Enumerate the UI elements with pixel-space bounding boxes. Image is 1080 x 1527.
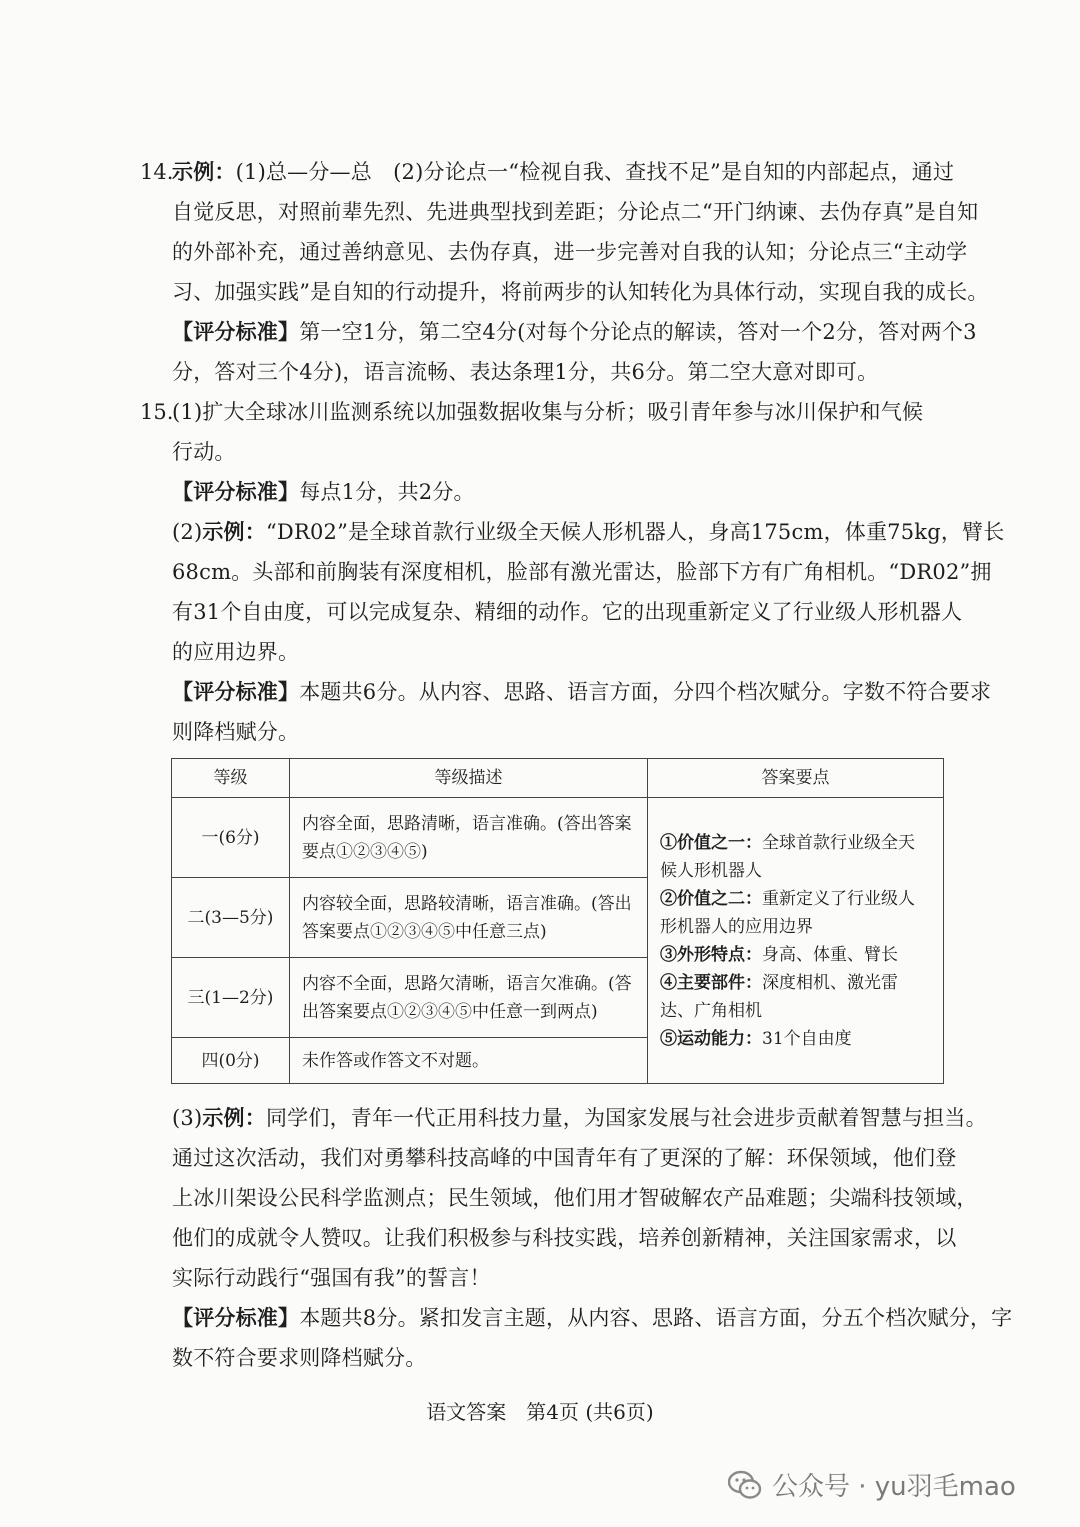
q15-standard-1-text: 每点1分，共2分。: [299, 480, 475, 504]
table-cell-key-points: [648, 798, 944, 1084]
q15-p3-prefix: (3): [172, 1106, 203, 1130]
grading-table: [171, 758, 944, 1084]
q14-standard-line-1: [172, 317, 977, 347]
table-cell-description: 内容不全面，思路欠清晰，语言欠准确。(答出答案要点①②③④⑤中任意一到两点): [290, 958, 648, 1038]
q15-standard-3-line-2: 数不符合要求则降档赋分。: [172, 1346, 427, 1370]
table-header-description: 等级描述: [290, 759, 648, 798]
q15-p3-line-1: [172, 1103, 987, 1133]
q15-p2-line-4: 的应用边界。: [172, 640, 300, 664]
table-cell-level: 一(6分): [172, 798, 290, 878]
page-footer: 语文答案 第4页 (共6页): [426, 1400, 654, 1424]
q14-example-label: 示例：: [172, 159, 236, 184]
q14-standard-label: 【评分标准】: [172, 319, 300, 344]
q15-p3-line-2: 通过这次活动，我们对勇攀科技高峰的中国青年有了更深的了解：环保领域，他们登: [172, 1146, 957, 1170]
table-cell-description: 未作答或作答文不对题。: [290, 1038, 648, 1084]
q14-line-4: 习、加强实践”是自知的行动提升，将前两步的认知转化为具体行动，实现自我的成长。: [172, 280, 989, 304]
key-point: [660, 885, 931, 941]
table-row: [172, 798, 944, 878]
q15-standard-2-line-2: 则降档赋分。: [172, 720, 300, 744]
key-point-text: 31个自由度: [762, 1028, 852, 1049]
table-header-key-points: 答案要点: [648, 759, 944, 798]
q14-standard-text: 第一空1分，第二空4分(对每个分论点的解读，答对一个2分，答对两个3: [299, 320, 977, 344]
key-point-label: ①价值之一：: [660, 832, 762, 853]
table-cell-level: 三(1—2分): [172, 958, 290, 1038]
table-cell-description: 内容较全面，思路较清晰，语言准确。(答出答案要点①②③④⑤中任意三点): [290, 878, 648, 958]
wechat-icon: [728, 1470, 762, 1500]
key-point-label: ③外形特点：: [660, 944, 762, 965]
key-point-text: 身高、体重、臂长: [762, 944, 898, 965]
watermark-text: 公众号 · yu羽毛mao: [772, 1472, 1016, 1502]
table-header-row: [172, 759, 944, 798]
key-point: [660, 969, 931, 1025]
q15-standard-3-text: 本题共8分。紧扣发言主题，从内容、思路、语言方面，分五个档次赋分，字: [299, 1306, 1013, 1330]
q15-p2-example-label: 示例：: [202, 519, 266, 544]
table-cell-level: 二(3—5分): [172, 878, 290, 958]
key-point-label: ②价值之二：: [660, 888, 762, 909]
key-point-text: 重新定义了行业级人形机器人的应用边界: [660, 888, 915, 937]
q14-line-3: 的外部补充，通过善纳意见、去伪存真，进一步完善对自我的认知；分论点三“主动学: [172, 240, 968, 264]
question-14-number: 14.: [140, 160, 174, 184]
table-cell-level: 四(0分): [172, 1038, 290, 1084]
q15-p3-line-3: 上冰川架设公民科学监测点；民生领域，他们用才智破解农产品难题；尖端科技领域，: [172, 1186, 978, 1210]
q15-p1-line-1: (1)扩大全球冰川监测系统以加强数据收集与分析；吸引青年参与冰川保护和气候: [172, 400, 924, 424]
q15-standard-2-label: 【评分标准】: [172, 679, 300, 704]
key-point-text: 深度相机、激光雷达、广角相机: [660, 972, 898, 1021]
q15-p3-line-5: 实际行动践行“强国有我”的誓言！: [172, 1266, 491, 1290]
watermark: [728, 1466, 1016, 1503]
q15-standard-2-text: 本题共6分。从内容、思路、语言方面，分四个档次赋分。字数不符合要求: [299, 680, 992, 704]
key-point-label: ⑤运动能力：: [660, 1028, 762, 1049]
q15-p2-line-1: [172, 517, 1004, 547]
table-cell-description: 内容全面，思路清晰，语言准确。(答出答案要点①②③④⑤): [290, 798, 648, 878]
q15-standard-1-label: 【评分标准】: [172, 479, 300, 504]
q15-p1-line-2: 行动。: [172, 440, 236, 464]
q15-p3-line-1-text: 同学们，青年一代正用科技力量，为国家发展与社会进步贡献着智慧与担当。: [265, 1106, 987, 1130]
q15-standard-3-label: 【评分标准】: [172, 1305, 300, 1330]
q15-standard-1: [172, 477, 475, 507]
table-header-level: 等级: [172, 759, 290, 798]
q14-standard-line-2: 分，答对三个4分)，语言流畅、表达条理1分，共6分。第二空大意对即可。: [172, 360, 879, 384]
q14-line-2: 自觉反思，对照前辈先烈、先进典型找到差距；分论点二“开门纳谏、去伪存真”是自知: [172, 200, 979, 224]
question-15-number: 15.: [140, 400, 174, 424]
key-point-text: 全球首款行业级全天候人形机器人: [660, 832, 915, 881]
q15-p3-example-label: 示例：: [202, 1105, 266, 1130]
q14-line-1-text: (1)总—分—总 (2)分论点一“检视自我、查找不足”是自知的内部起点，通过: [235, 160, 955, 184]
q15-p2-line-2: 68cm。头部和前胸装有深度相机，脸部有激光雷达，脸部下方有广角相机。“DR02”拥: [172, 560, 992, 584]
q15-p2-prefix: (2): [172, 520, 203, 544]
q15-standard-2-line-1: [172, 677, 991, 707]
key-point: [660, 1025, 931, 1053]
q15-p2-line-3: 有31个自由度，可以完成复杂、精细的动作。它的出现重新定义了行业级人形机器人: [172, 600, 963, 624]
key-point: [660, 941, 931, 969]
q15-p2-line-1-text: “DR02”是全球首款行业级全天候人形机器人，身高175cm，体重75kg，臂长: [265, 520, 1005, 544]
key-point-label: ④主要部件：: [660, 972, 762, 993]
key-point: [660, 829, 931, 885]
q15-standard-3-line-1: [172, 1303, 1012, 1333]
q15-p3-line-4: 他们的成就令人赞叹。让我们积极参与科技实践，培养创新精神，关注国家需求，以: [172, 1226, 957, 1250]
q14-line-1: [172, 157, 954, 187]
